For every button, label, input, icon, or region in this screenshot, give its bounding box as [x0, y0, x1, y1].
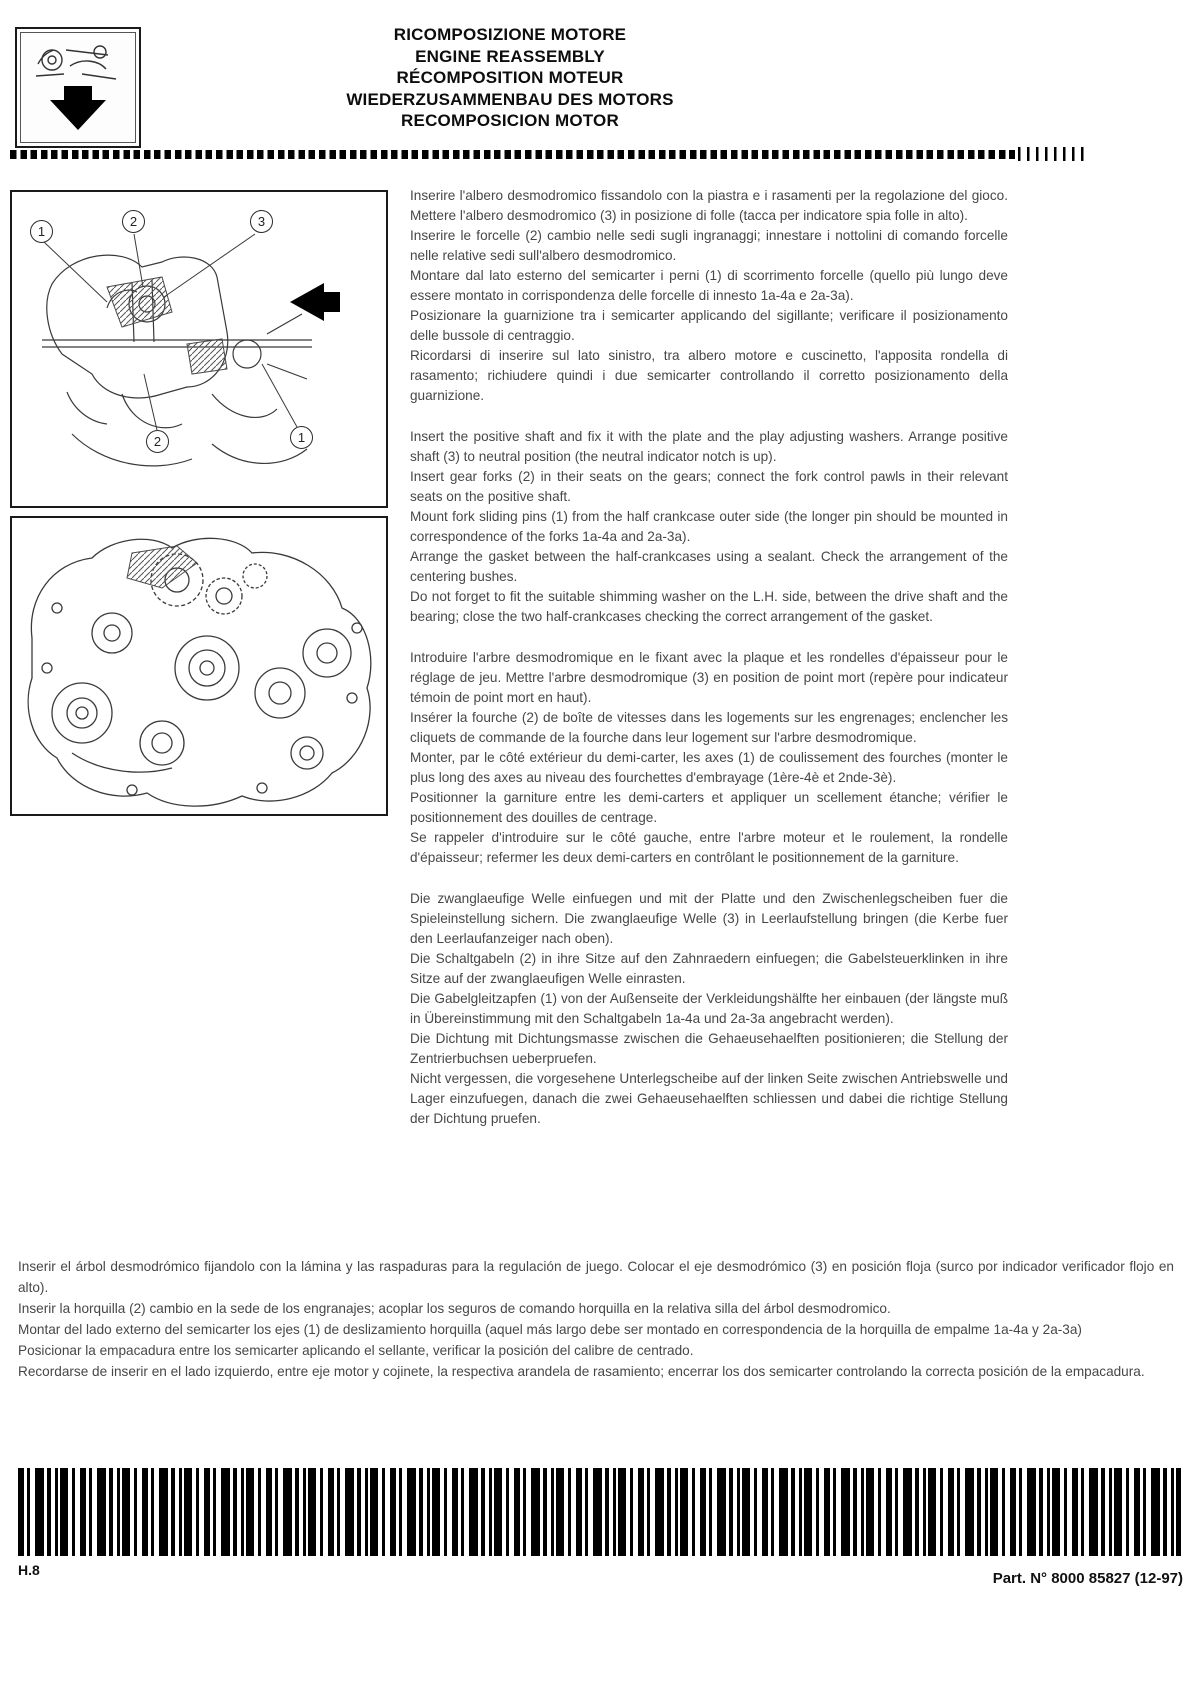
instruction-line: Inserire l'albero desmodromico fissandolo con la piastra e i rasamenti per la regolazione del gioco. Mettere l'albero desmodromico (3) in posizione di folle (tacca per indicatore spia folle in alto). — [410, 188, 1008, 223]
instruction-line: Inserir la horquilla (2) cambio en la sede de los engranajes; acoplar los seguros de comando horquilla en la relativa silla del árbol desmodromico. — [18, 1301, 891, 1316]
instruction-line: Posicionar la empacadura entre los semicarter aplicando el sellante, verificar la posición del calibre de centrado. — [18, 1343, 694, 1358]
instruction-line: Montare dal lato esterno del semicarter i perni (1) di scorrimento forcelle (quello più lungo deve essere montato in corrispondenza delle forcelle di innesto 1a-4a e 2a-3a). — [410, 268, 1008, 303]
instruction-line: Se rappeler d'introduire sur le côté gauche, entre l'arbre moteur et le roulement, la rondelle d'épaisseur; refermer les deux demi-carters en contrôlant le positionnement de la garniture. — [410, 830, 1008, 865]
title-italian: RICOMPOSIZIONE MOTORE — [393, 25, 627, 44]
instruction-line: Nicht vergessen, die vorgesehene Unterlegscheibe auf der linken Seite zwischen Antriebswelle und Lager einzufuegen, danach die zwei Gehaeusehaelften schliessen und dabei die richtige Stellung der Dichtung pruefen. — [410, 1071, 1008, 1126]
instruction-line: Posizionare la guarnizione tra i semicarter applicando del sigillante; verificare il posizionamento delle bussole di centraggio. — [410, 308, 1008, 343]
down-arrow-icon — [50, 86, 106, 130]
callout-2b: 2 — [146, 430, 169, 453]
callout-1b: 1 — [290, 426, 313, 449]
direction-arrow-icon — [290, 283, 340, 321]
chapter-icon-frame — [20, 32, 136, 143]
instruction-line: Die Dichtung mit Dichtungsmasse zwischen die Gehaeusehaelften positionieren; die Stellung der Zentrierbuchsen ueberpruefen. — [410, 1031, 1008, 1066]
instruction-line: Introduire l'arbre desmodromique en le fixant avec la plaque et les rondelles d'épaisseur pour le réglage de jeu. Mettre l'arbre desmodromique (3) en position de point mort (repère pour indicateur témoin de point mort en haut). — [410, 650, 1008, 705]
instruction-line: Inserir el árbol desmodrómico fijandolo con la lámina y las raspaduras para la regulación de juego. Colocar el eje desmodrómico (3) en posición floja (surco por indicador verificador flojo en alto). — [18, 1259, 1174, 1295]
english-text-block — [410, 427, 1008, 627]
instructions-column — [410, 186, 1008, 1150]
figure-gear-selector — [10, 190, 388, 508]
crankcase-drawing — [12, 518, 386, 814]
instruction-line: Do not forget to fit the suitable shimming washer on the L.H. side, between the drive shaft and the bearing; close the two half-crankcases checking the correct arrangement of the gasket. — [410, 589, 1008, 624]
callout-2: 2 — [122, 210, 145, 233]
title-english: ENGINE REASSEMBLY — [415, 46, 605, 66]
instruction-line: Die Schaltgabeln (2) in ihre Sitze auf den Zahnraedern einfuegen; die Gabelsteuerklinken in ihre Sitze auf der zwanglaeufigen Welle einrasten. — [410, 951, 1008, 986]
french-text-block — [410, 648, 1008, 868]
instruction-line: Mount fork sliding pins (1) from the half crankcase outer side (the longer pin should be mounted in correspondence of the forks 1a-4a and 2a-3a). — [410, 509, 1008, 544]
separator-bars-line — [1018, 147, 1086, 161]
title-spanish: RECOMPOSICION MOTOR — [401, 111, 619, 130]
instruction-line: Ricordarsi di inserire sul lato sinistro, tra albero motore e cuscinetto, l'apposita rondella di rasamento; richiudere quindi i due semicarter controllando il corretto posizionamento della guarnizione. — [410, 348, 1008, 403]
german-text-block — [410, 889, 1008, 1129]
instruction-line: Montar del lado externo del semicarter los ejes (1) de deslizamiento horquilla (aquel más largo debe ser montado en correspondencia de la horquilla de empalme 1a-4a y 2a-3a) — [18, 1322, 1082, 1337]
part-number: Part. N° 8000 85827 — [992, 1570, 1131, 1587]
spanish-text-block — [18, 1256, 1174, 1382]
instruction-line: Die Gabelgleitzapfen (1) von der Außenseite der Verkleidungshälfte her einbauen (der längste muß in Übereinstimmung mit den Schaltgabeln 1a-4a und 2a-3a angebracht werden). — [410, 991, 1008, 1026]
figure-crankcase — [10, 516, 388, 816]
callout-3: 3 — [250, 210, 273, 233]
instruction-line: Insert the positive shaft and fix it with the plate and the play adjusting washers. Arrange positive shaft (3) to neutral position (the neutral indicator notch is up). — [410, 429, 1008, 464]
instruction-line: Inserire le forcelle (2) cambio nelle sedi sugli ingranaggi; innestare i nottolini di comando forcelle nelle relative sedi sull'albero desmodromico. — [410, 228, 1008, 263]
separator-squares-line — [10, 150, 1015, 159]
barcode — [18, 1468, 1181, 1556]
edition-date: (12-97) — [1134, 1570, 1183, 1587]
page-title — [170, 24, 850, 132]
instruction-line: Monter, par le côté extérieur du demi-carter, les axes (1) de coulissement des fourches (monter le plus long des axes au niveau des fourchettes d'embrayage (1ère-4è et 2nde-3è). — [410, 750, 1008, 785]
instruction-line: Recordarse de inserir en el lado izquierdo, entre eje motor y cojinete, la respectiva arandela de rasamiento; encerrar los dos semicarter controlando la correcta posición de la empacadura. — [18, 1364, 1145, 1379]
title-german: WIEDERZUSAMMENBAU DES MOTORS — [346, 89, 674, 109]
instruction-line: Insert gear forks (2) in their seats on the gears; connect the fork control pawls in their relevant seats on the positive shaft. — [410, 469, 1008, 504]
instruction-line: Positionner la garniture entre les demi-carters et appliquer un scellement étanche; vérifier le positionnement des douilles de centrage. — [410, 790, 1008, 825]
engine-chapter-icon — [24, 36, 132, 140]
instruction-line: Insérer la fourche (2) de boîte de vitesses dans les logements sur les engrenages; enclencher les cliquets de commande de la fourche dans leur logement sur l'arbre desmodromique. — [410, 710, 1008, 745]
gear-selector-drawing — [12, 192, 386, 506]
part-number-line — [993, 1570, 1183, 1587]
instruction-line: Die zwanglaeufige Welle einfuegen und mit der Platte und den Zwischenlegscheiben fuer die Spieleinstellung sichern. Die zwanglaeufige Welle (3) in Leerlaufstellung bringen (die Kerbe fuer den Leerlaufanzeiger nach oben). — [410, 891, 1008, 946]
instruction-line: Arrange the gasket between the half-crankcases using a sealant. Check the arrangement of the centering bushes. — [410, 549, 1008, 584]
chapter-icon-box — [15, 27, 141, 148]
callout-1: 1 — [30, 220, 53, 243]
italian-text-block — [410, 186, 1008, 406]
title-french: RÉCOMPOSITION MOTEUR — [396, 68, 624, 87]
page-code: H.8 — [18, 1562, 40, 1578]
